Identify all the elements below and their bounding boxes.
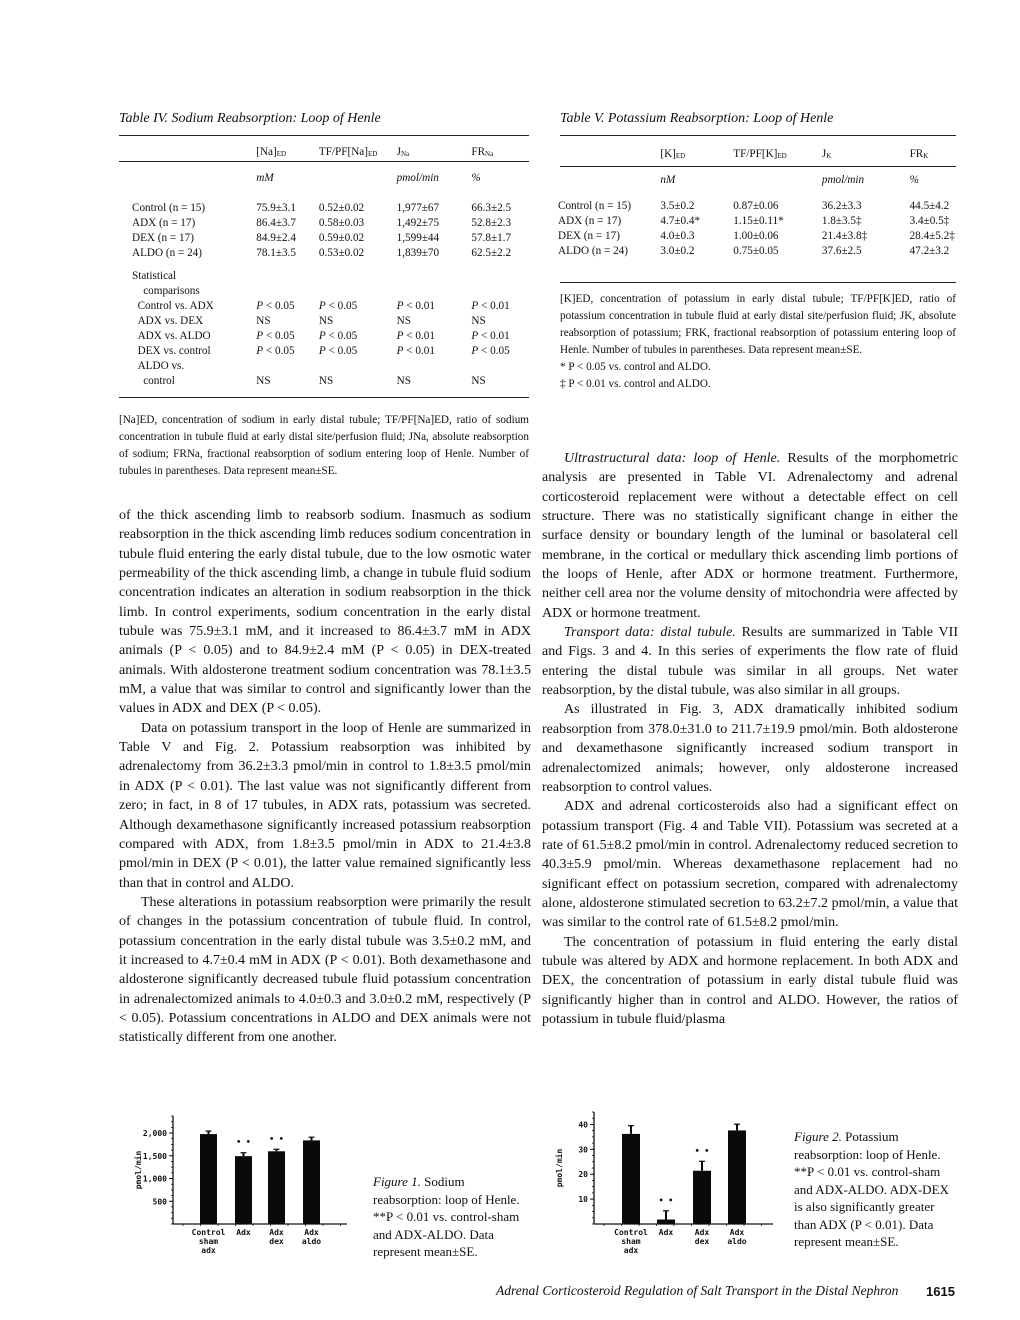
table-cell: 78.1±3.5 [256, 247, 296, 259]
x-tick-label: adx [201, 1246, 216, 1255]
paragraph: These alterations in potassium reabsorption were primarily the result of changes in the potassium concentration of tubule fluid. In control, potassium concentration in the early distal tubule was 3.5±0.2 mM, and it increased to 4.7±0.4 mM in ADX (P < 0.01). Both dexamethasone and aldosterone significantly decreased tubule fluid potassium concentration in adrenalectomized animals to 4.0±0.3 and 3.0±0.2 mM, respectively (P < 0.05). Potassium concentrations in ALDO and DEX animals were not statistically different from one another. [119, 894, 531, 1046]
row-label: ALDO (n = 24) [558, 245, 629, 257]
table5-title: Table V. Potassium Reabsorption: Loop of Henle [560, 111, 834, 126]
bar [303, 1140, 320, 1224]
column-header: $J_K$ [821, 148, 832, 160]
bar [728, 1130, 746, 1224]
table-row [132, 375, 532, 390]
x-tick-label: aldo [727, 1237, 747, 1246]
table-cell: 86.4±3.7 [256, 217, 296, 229]
table-cell: 0.53±0.02 [318, 247, 365, 259]
x-tick-label: sham [198, 1237, 219, 1246]
table5-footnote: * P < 0.05 vs. control and ALDO. [560, 361, 711, 373]
table5-footnote: ‡ P < 0.01 vs. control and ALDO. [560, 378, 711, 390]
table-cell: P < 0.01 [471, 330, 510, 342]
table-cell: 0.58±0.03 [318, 217, 365, 229]
x-tick-label: aldo [301, 1237, 322, 1246]
column-header: $[K]_{ED}$ [660, 148, 686, 160]
table-cell: 0.59±0.02 [318, 232, 365, 244]
table5-note [560, 291, 956, 393]
table-cell: ALDO vs. [132, 360, 185, 372]
significance-marker: • • [236, 1137, 251, 1147]
x-tick-label: Adx [269, 1228, 284, 1237]
divider [560, 282, 956, 283]
table4 [132, 146, 532, 390]
table5 [558, 148, 968, 266]
unit-label: % [909, 174, 919, 186]
table-cell: NS [318, 375, 334, 387]
table-cell: 84.9±2.4 [256, 232, 296, 244]
figure2-chart [540, 1100, 790, 1280]
x-tick-label: Adx [304, 1228, 319, 1237]
x-tick-label: dex [269, 1237, 284, 1246]
right-column-text [542, 449, 958, 1029]
column-header: $TF/PF[K]_{ED}$ [733, 148, 787, 160]
column-header: $J_{Na}$ [396, 146, 410, 158]
table-cell: 37.6±2.5 [821, 245, 862, 257]
divider [119, 397, 529, 398]
x-tick-label: dex [694, 1237, 710, 1246]
table4-note: [Na]ED, concentration of sodium in early distal tubule; TF/PF[Na]ED, ratio of sodium concentration in tubule fluid at early distal site/perfusion fluid; JNa, absolute reabsorption of sodium; FRNa, fractional reabsorption of sodium entering loop of Henle. Number of tubules in parentheses. Data represent mean±SE. [119, 414, 529, 477]
y-tick-label: 1,000 [142, 1174, 167, 1184]
table-cell: 57.8±1.7 [471, 232, 512, 244]
table-cell: P < 0.05 [471, 345, 510, 357]
section-label: Statistical [132, 270, 177, 282]
figure2-caption [794, 1128, 956, 1251]
column-header [558, 148, 660, 174]
y-tick-label: 500 [152, 1197, 167, 1207]
page-number: 1615 [926, 1284, 955, 1299]
table-cell: 47.2±3.2 [909, 245, 950, 257]
y-tick-label: 1,500 [142, 1151, 167, 1161]
table-cell: 1,599±44 [396, 232, 440, 244]
y-tick-label: 40 [578, 1120, 588, 1130]
paragraph: of the thick ascending limb to reabsorb sodium. Inasmuch as sodium reabsorption in the thick ascending limb reduces sodium concentration in tubule fluid entering the early distal tubule, due to the low osmotic water permeability of the thick ascending limb, a change in tubule fluid sodium concentration indicates an alteration in sodium reabsorption in the thick limb. In control experiments, sodium concentration in the early distal tubule was 75.9±3.1 mM, and it increased to 86.4±3.7 mM in ADX animals (P < 0.05) and to 84.9±2.4 mM (P < 0.05) in DEX-treated animals. With aldosterone treatment sodium concentration was 78.1±3.5 mM, a value that was similar to control and significantly lower than the values in ADX and DEX (P < 0.05). [119, 508, 531, 717]
table-cell: control [132, 375, 175, 387]
unit-label [733, 174, 822, 200]
y-tick-label: 10 [578, 1195, 588, 1205]
table-row [558, 245, 968, 260]
table-cell: P < 0.01 [396, 345, 435, 357]
divider [560, 135, 956, 136]
table-row [558, 215, 968, 230]
table-row [132, 247, 532, 262]
table-cell: NS [318, 315, 334, 327]
table-row [132, 202, 532, 217]
table4-title: Table IV. Sodium Reabsorption: Loop of Henle [119, 111, 381, 126]
figure1-caption [373, 1173, 533, 1261]
caption-text: Sodium reabsorption: loop of Henle. **P < 0.01 vs. control-sham and ADX-ALDO. Data represent mean±SE. [373, 1174, 520, 1259]
table-cell: 3.4±0.5‡ [909, 215, 950, 227]
table-cell: 3.0±0.2 [660, 245, 695, 257]
table-cell: 1,977±67 [396, 202, 440, 214]
paragraph [542, 449, 958, 623]
unit-label [132, 172, 256, 202]
table-cell: P < 0.05 [318, 330, 358, 342]
paragraph-text: Results are summarized in Table VII and Figs. 3 and 4. In this series of experiments the flow rate of fluid entering the distal tubule was similar in all groups. Net water reabsorption, by the distal tubule, was also similar in all groups. [542, 625, 958, 699]
table-cell: 4.0±0.3 [660, 230, 695, 242]
table-cell: Control vs. ADX [132, 300, 214, 312]
table-cell: NS [256, 315, 271, 327]
table-cell: NS [396, 375, 411, 387]
table-cell: 52.8±2.3 [471, 217, 512, 229]
x-tick-label: sham [621, 1237, 641, 1246]
x-tick-label: Control [191, 1228, 226, 1237]
paragraph-text: The concentration of potassium in fluid entering the early distal tubule was altered by ADX and hormone replacement. In both ADX and DEX, the concentration of potassium in early distal tubule fluid was significantly higher than in control and ALDO. However, the ratios of potassium in tubule fluid/plasma [542, 934, 958, 1027]
table-cell: P < 0.01 [471, 300, 510, 312]
table-cell: DEX vs. control [132, 345, 211, 357]
unit-label: pmol/min [821, 174, 865, 186]
table-row [132, 232, 532, 247]
running-title: Adrenal Corticosteroid Regulation of Salt Transport in the Distal Nephron [496, 1283, 899, 1298]
table-cell: P < 0.01 [396, 300, 435, 312]
x-tick-label: Adx [236, 1228, 251, 1237]
table-cell: 4.7±0.4* [660, 215, 701, 227]
unit-label: mM [256, 172, 274, 184]
column-header: $[Na]_{ED}$ [256, 146, 287, 158]
significance-marker: • • [269, 1134, 284, 1144]
column-header [132, 146, 256, 172]
table-row [132, 300, 532, 315]
table-cell: 1,492±75 [396, 217, 440, 229]
table-cell: 36.2±3.3 [821, 200, 862, 212]
paragraph: Data on potassium transport in the loop of Henle are summarized in Table V and Fig. 2. Potassium reabsorption was inhibited by adrenalectomy from 36.2±3.3 pmol/min in control to 1.8±3.5 pmol/min in ADX (P < 0.01). The last value was not significantly different from zero; in fact, in 8 of 17 tubules, in ADX rats, potassium was secreted. Although dexamethasone significantly increased potassium reabsorption compared with ADX, from 1.8±3.5 pmol/min in ADX to 21.4±3.8 pmol/min in DEX (P < 0.01), the latter value remained significantly less than that in control and ALDO. [119, 720, 531, 891]
paragraph [542, 797, 958, 932]
caption-text: Potassium reabsorption: loop of Henle. **P < 0.01 vs. control-sham and ADX-ALDO. ADX-DEX is also significantly greater than ADX (P < 0.01). Data represent mean±SE. [794, 1129, 949, 1249]
bar [200, 1134, 217, 1224]
row-label: DEX (n = 17) [558, 230, 620, 242]
table-cell: P < 0.05 [256, 345, 295, 357]
bar [657, 1220, 675, 1224]
table-cell: 44.5±4.2 [909, 200, 950, 212]
paragraph [542, 623, 958, 700]
unit-label: % [471, 172, 481, 184]
table-row [132, 217, 532, 232]
bar [693, 1171, 711, 1224]
table-row [558, 230, 968, 245]
section-label: comparisons [132, 285, 200, 297]
figure1-chart [110, 1100, 360, 1280]
divider [119, 135, 529, 136]
table-row [132, 315, 532, 330]
table-cell: P < 0.05 [256, 330, 295, 342]
column-header: $FR_{Na}$ [471, 146, 494, 158]
row-label: Control (n = 15) [558, 200, 632, 212]
column-header: $FR_K$ [909, 148, 929, 160]
y-axis-label: pmol/min [555, 1148, 564, 1188]
y-axis-label: pmol/min [134, 1150, 143, 1190]
table-row [558, 200, 968, 215]
table-cell: ADX vs. DEX [132, 315, 204, 327]
unit-label [319, 172, 397, 202]
paragraph [542, 933, 958, 1030]
table-cell: 66.3±2.5 [471, 202, 512, 214]
x-tick-label: Adx [658, 1228, 674, 1237]
y-tick-label: 30 [578, 1145, 588, 1155]
x-tick-label: adx [623, 1246, 639, 1255]
row-label: ADX (n = 17) [558, 215, 622, 227]
significance-marker: • • [658, 1195, 674, 1205]
x-tick-label: Control [614, 1228, 648, 1237]
bar [268, 1151, 285, 1224]
table-cell: 21.4±3.8‡ [821, 230, 868, 242]
table-cell: NS [256, 375, 271, 387]
y-tick-label: 20 [578, 1170, 588, 1180]
table-row [132, 345, 532, 360]
table-cell: P < 0.01 [396, 330, 435, 342]
paragraph [542, 700, 958, 797]
x-tick-label: Adx [694, 1228, 710, 1237]
table-cell: NS [471, 315, 486, 327]
table-cell: 1.00±0.06 [733, 230, 779, 242]
caption-label: Figure 1. [373, 1174, 421, 1189]
table-cell: 28.4±5.2‡ [909, 230, 955, 242]
table-cell: 1.15±0.11* [733, 215, 784, 227]
paragraph-text: ADX and adrenal corticosteroids also had a significant effect on potassium transport (Fig. 4 and Table VII). Potassium was secreted at a rate of 61.5±8.2 pmol/min in control. Adrenalectomy reduced secretion to 40.3±5.9 pmol/min. Whereas dexamethasone replacement had no significant effect on potassium secretion, compared with adrenalectomy alone, aldosterone stimulated secretion to 63.2±7.2 pmol/min, a value that was similar to the control rate of 61.5±8.2 pmol/min. [542, 799, 958, 931]
table-cell: P < 0.05 [318, 345, 358, 357]
left-column-text [119, 506, 531, 1048]
paragraph-heading: Ultrastructural data: loop of Henle. [564, 451, 781, 466]
table-cell: 1,839±70 [396, 247, 440, 259]
table-cell: 0.52±0.02 [318, 202, 365, 214]
column-header: $TF/PF[Na]_{ED}$ [318, 146, 378, 158]
row-label: ALDO (n = 24) [132, 247, 203, 259]
table-cell: NS [396, 315, 411, 327]
significance-marker: • • [694, 1146, 710, 1156]
table-cell: 3.5±0.2 [660, 200, 695, 212]
unit-label: pmol/min [396, 172, 439, 184]
unit-label [558, 174, 660, 200]
paragraph-text: As illustrated in Fig. 3, ADX dramatically inhibited sodium reabsorption from 378.0±31.0 to 211.7±19.9 pmol/min. Both aldosterone and dexamethasone significantly increased sodium transport in adrenalectomized animals; however, only aldosterone increased reabsorption to control values. [542, 702, 958, 795]
table-cell: P < 0.05 [318, 300, 358, 312]
x-tick-label: Adx [729, 1228, 745, 1237]
bar [622, 1134, 640, 1224]
unit-label: nM [660, 174, 676, 186]
table-cell: NS [471, 375, 486, 387]
table-cell: 0.75±0.05 [733, 245, 779, 257]
row-label: Control (n = 15) [132, 202, 206, 214]
caption-label: Figure 2. [794, 1129, 842, 1144]
paragraph-heading: Transport data: distal tubule. [564, 625, 736, 641]
row-label: ADX (n = 17) [132, 217, 196, 229]
table-cell: ADX vs. ALDO [132, 330, 211, 342]
table-cell: 62.5±2.2 [471, 247, 512, 259]
table-row [132, 330, 532, 345]
table-cell: 0.87±0.06 [733, 200, 779, 212]
table-cell: 75.9±3.1 [256, 202, 296, 214]
paragraph-text: Results of the morphometric analysis are presented in Table VI. Adrenalectomy and adrenal corticosteroid replacement were without a detectable effect on cell structure. There was no statistically significant change in either the surface density or boundary length of the luminal or basolateral cell membrane, in the cortical or medullary thick ascending limb portions of the loops of Henle, after ADX or hormone treatment. Furthermore, neither cell area nor the volume density of mitochondria were affected by ADX or hormone treatment. [542, 451, 958, 621]
row-label: DEX (n = 17) [132, 232, 194, 244]
table5-note-text: [K]ED, concentration of potassium in early distal tubule; TF/PF[K]ED, ratio of potassium concentration in tubule fluid at early distal site/perfusion fluid; JK, absolute reabsorption of potassium; FRK, fractional reabsorption of potassium entering loop of Henle. Number of tubules in parentheses. Data represent mean±SE. [560, 293, 956, 356]
table-cell: P < 0.05 [256, 300, 295, 312]
bar [235, 1156, 252, 1224]
y-tick-label: 2,000 [142, 1129, 167, 1139]
table-cell: 1.8±3.5‡ [821, 215, 862, 227]
